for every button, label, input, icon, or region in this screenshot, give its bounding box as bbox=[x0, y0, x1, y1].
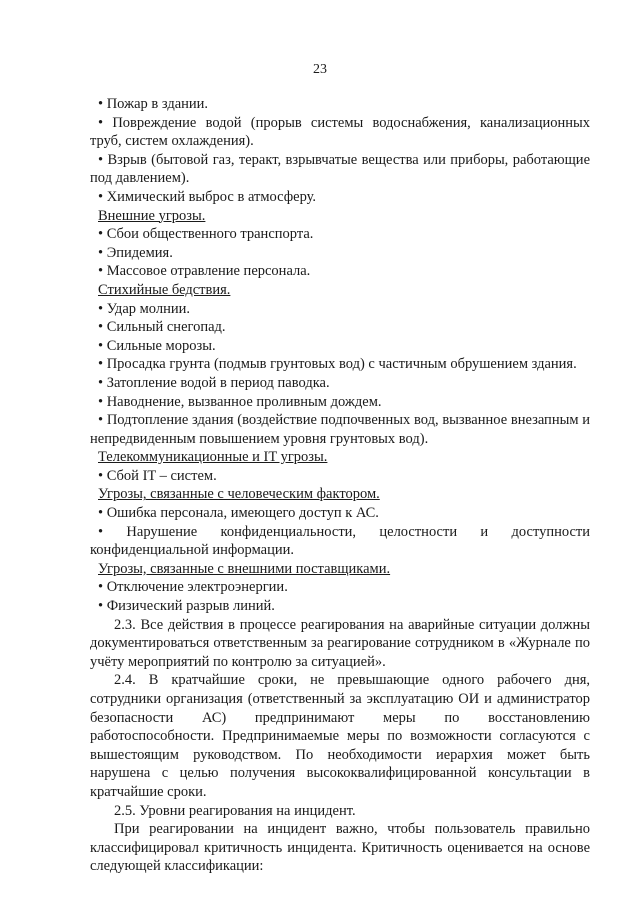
section-heading: Угрозы, связанные с внешними поставщиками. bbox=[98, 560, 391, 577]
bullet-item: • Наводнение, вызванное проливным дождем. bbox=[90, 393, 590, 412]
bullet-item: • Массовое отравление персонала. bbox=[90, 262, 590, 281]
bullet-item: • Затопление водой в период паводка. bbox=[90, 374, 590, 393]
bullet-item: • Физический разрыв линий. bbox=[90, 597, 590, 616]
document-body bbox=[90, 95, 590, 876]
bullet-item: • Взрыв (бытовой газ, теракт, взрывчатые вещества или приборы, работающие под давлением). bbox=[90, 151, 590, 188]
bullet-item: • Просадка грунта (подмыв грунтовых вод) с частичным обрушением здания. bbox=[90, 355, 590, 374]
bullet-item: • Нарушение конфиденциальности, целостности и доступности конфиденциальной информации. bbox=[90, 523, 590, 560]
bullet-item: • Отключение электроэнергии. bbox=[90, 578, 590, 597]
paragraph: 2.5. Уровни реагирования на инцидент. bbox=[114, 802, 356, 819]
bullet-item: • Химический выброс в атмосферу. bbox=[90, 188, 590, 207]
section-heading: Телекоммуникационные и IT угрозы. bbox=[98, 449, 328, 466]
bullet-item: • Повреждение водой (прорыв системы водоснабжения, канализационных труб, систем охлаждения). bbox=[90, 114, 590, 151]
bullet-item: • Ошибка персонала, имеющего доступ к АС. bbox=[90, 504, 590, 523]
bullet-item: • Пожар в здании. bbox=[90, 95, 590, 114]
section-heading: Стихийные бедствия. bbox=[98, 281, 231, 298]
bullet-item: • Эпидемия. bbox=[90, 244, 590, 263]
section-heading: Внешние угрозы. bbox=[98, 207, 206, 224]
bullet-item: • Сильный снегопад. bbox=[90, 318, 590, 337]
paragraph: 2.4. В кратчайшие сроки, не превышающие одного рабочего дня, сотрудники организация (ответственный за эксплуатацию ОИ и администратор безопасности АС) предпринимают меры по восстановлению работоспособности. Предпринимаемые меры по возможности согласуются с вышестоящим руководством. По необходимости иерархия может быть нарушена с целью получения высококвалифицированной консультации в кратчайшие сроки. bbox=[90, 672, 590, 800]
page-number: 23 bbox=[313, 62, 327, 77]
bullet-item: • Сбои общественного транспорта. bbox=[90, 225, 590, 244]
bullet-item: • Удар молнии. bbox=[90, 300, 590, 319]
paragraph: 2.3. Все действия в процессе реагирования на аварийные ситуации должны документироваться ответственным за реагирование сотрудником в «Журнале по учёту мероприятий по контролю за ситуацией». bbox=[90, 616, 590, 670]
bullet-item: • Сильные морозы. bbox=[90, 337, 590, 356]
section-heading: Угрозы, связанные с человеческим фактором. bbox=[98, 486, 380, 503]
bullet-item: • Подтопление здания (воздействие подпочвенных вод, вызванное внезапным и непредвиденным повышением уровня грунтовых вод). bbox=[90, 411, 590, 448]
paragraph: При реагировании на инцидент важно, чтобы пользователь правильно классифицировал критичность инцидента. Критичность оценивается на основе следующей классификации: bbox=[90, 821, 590, 875]
bullet-item: • Сбой IT – систем. bbox=[90, 467, 590, 486]
